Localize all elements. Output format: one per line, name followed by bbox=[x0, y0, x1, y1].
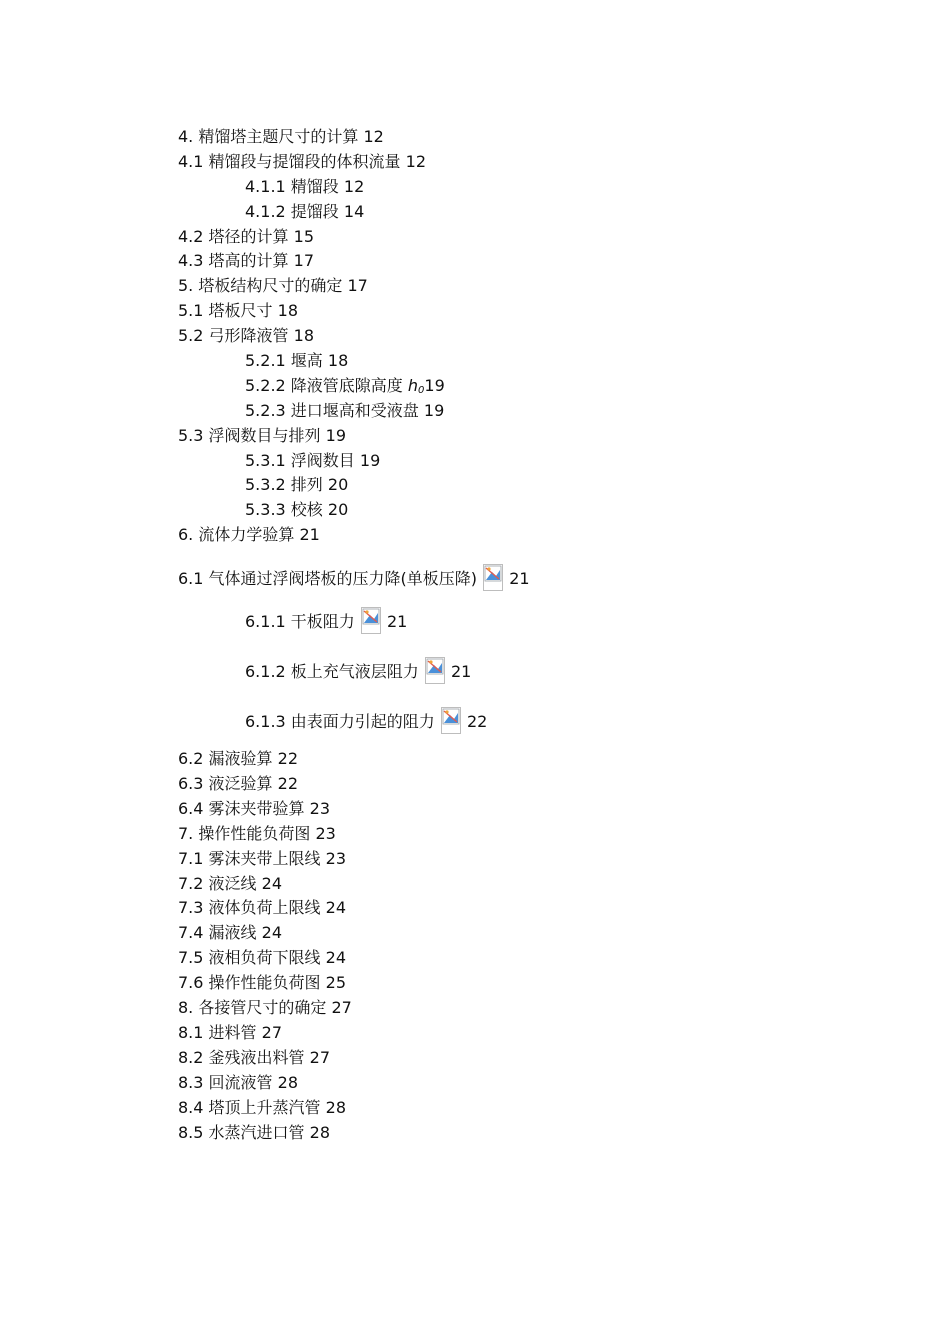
toc-entry-page-number: 22 bbox=[277, 749, 298, 769]
toc-entry[interactable] bbox=[178, 249, 878, 274]
toc-entry-title: 5.3.2 排列 bbox=[245, 475, 323, 495]
toc-entry-page-number: 18 bbox=[277, 301, 298, 321]
toc-entry-page-number: 20 bbox=[327, 475, 349, 495]
toc-entry-title: 6.1.1 干板阻力 bbox=[245, 612, 355, 632]
toc-entry[interactable] bbox=[178, 772, 878, 797]
toc-entry-page-number: 27 bbox=[261, 1022, 282, 1042]
toc-entry-title: 5.3 浮阀数目与排列 bbox=[178, 425, 321, 445]
toc-entry-title: 8.3 回流液管 bbox=[178, 1072, 273, 1092]
toc-entry-page-number: 28 bbox=[309, 1122, 330, 1142]
toc-entry-page-number: 25 bbox=[325, 973, 346, 993]
toc-entry-subscript: 0 bbox=[418, 384, 425, 396]
toc-entry[interactable] bbox=[178, 847, 878, 872]
toc-entry[interactable] bbox=[178, 498, 878, 523]
toc-entry-title: 4.3 塔高的计算 bbox=[178, 251, 289, 271]
toc-entry-page-number: 27 bbox=[309, 1047, 330, 1067]
toc-entry[interactable] bbox=[178, 449, 878, 474]
toc-entry-title: 4.1 精馏段与提馏段的体积流量 bbox=[178, 151, 401, 171]
toc-entry-page-number: 12 bbox=[405, 151, 426, 171]
toc-entry-title: 5.1 塔板尺寸 bbox=[178, 301, 273, 321]
toc-entry-page-number: 24 bbox=[325, 948, 346, 968]
toc-entry[interactable] bbox=[178, 324, 878, 349]
toc-entry-title: 5.2.1 堰高 bbox=[245, 351, 323, 371]
toc-entry-title: 7.2 液泛线 bbox=[178, 873, 257, 893]
toc-entry-page-number: 23 bbox=[315, 823, 336, 843]
broken-image-icon bbox=[483, 564, 503, 591]
toc-entry[interactable] bbox=[178, 921, 878, 946]
toc-entry-page-number: 24 bbox=[261, 923, 282, 943]
toc-entry-title: 6.1.2 板上充气液层阻力 bbox=[245, 662, 419, 682]
toc-entry-page-number: 24 bbox=[325, 898, 346, 918]
toc-entry[interactable] bbox=[178, 523, 878, 548]
table-of-contents bbox=[178, 125, 878, 1145]
toc-entry-page-number: 17 bbox=[347, 276, 368, 296]
toc-entry[interactable] bbox=[178, 797, 878, 822]
toc-entry-page-number: 22 bbox=[277, 774, 298, 794]
toc-entry-title: 6.1 气体通过浮阀塔板的压力降(单板压降) bbox=[178, 569, 478, 589]
toc-entry-title: 4.1.2 提馏段 bbox=[245, 201, 339, 221]
toc-entry-title: 6.3 液泛验算 bbox=[178, 774, 273, 794]
broken-image-icon bbox=[441, 707, 461, 734]
toc-entry[interactable] bbox=[178, 424, 878, 449]
toc-entry-page-number: 12 bbox=[343, 176, 365, 196]
toc-entry-title: 4. 精馏塔主题尺寸的计算 bbox=[178, 127, 359, 146]
toc-entry-title: 6.2 漏液验算 bbox=[178, 749, 273, 769]
toc-entry[interactable] bbox=[178, 225, 878, 250]
toc-entry[interactable] bbox=[178, 473, 878, 498]
toc-entry[interactable] bbox=[178, 896, 878, 921]
broken-image-icon bbox=[361, 607, 381, 634]
toc-entry[interactable] bbox=[178, 200, 878, 225]
toc-entry[interactable] bbox=[178, 299, 878, 324]
toc-entry-title: 8.2 釜残液出料管 bbox=[178, 1047, 305, 1067]
toc-entry-page-number: 19 bbox=[424, 375, 445, 395]
toc-entry-title: 8.4 塔顶上升蒸汽管 bbox=[178, 1097, 321, 1117]
toc-entry-page-number: 20 bbox=[327, 500, 349, 520]
toc-entry-page-number: 17 bbox=[293, 251, 314, 271]
toc-entry[interactable] bbox=[178, 1121, 878, 1146]
toc-entry-title: 4.1.1 精馏段 bbox=[245, 176, 339, 196]
toc-entry-page-number: 15 bbox=[293, 226, 314, 246]
toc-entry-title: 4.2 塔径的计算 bbox=[178, 226, 289, 246]
toc-entry-page-number: 21 bbox=[451, 662, 472, 682]
toc-entry-title: 6.1.3 由表面力引起的阻力 bbox=[245, 712, 435, 732]
toc-entry[interactable] bbox=[178, 872, 878, 897]
toc-entry-symbol: h bbox=[407, 375, 419, 395]
toc-entry-title: 7. 操作性能负荷图 bbox=[178, 823, 311, 843]
toc-entry-title: 8.1 进料管 bbox=[178, 1022, 257, 1042]
toc-entry-title: 6. 流体力学验算 bbox=[178, 525, 295, 545]
toc-entry[interactable] bbox=[178, 1071, 878, 1096]
toc-entry-title: 5.3.3 校核 bbox=[245, 500, 323, 520]
toc-entry-page-number: 23 bbox=[309, 798, 330, 818]
toc-entry[interactable] bbox=[178, 1046, 878, 1071]
toc-entry[interactable] bbox=[178, 1096, 878, 1121]
toc-entry-page-number: 21 bbox=[299, 525, 320, 545]
toc-entry-title: 5.2.2 降液管底隙高度 bbox=[245, 375, 408, 395]
toc-entry-page-number: 28 bbox=[325, 1097, 346, 1117]
toc-entry-page-number: 24 bbox=[261, 873, 282, 893]
toc-entry-page-number: 19 bbox=[325, 425, 346, 445]
toc-entry[interactable] bbox=[178, 349, 878, 374]
toc-entry-page-number: 21 bbox=[509, 569, 530, 589]
toc-entry-title: 5.3.1 浮阀数目 bbox=[245, 450, 355, 470]
toc-entry[interactable] bbox=[178, 971, 878, 996]
toc-entry[interactable] bbox=[178, 822, 878, 847]
toc-entry-title: 7.3 液体负荷上限线 bbox=[178, 898, 321, 918]
toc-entry-title: 5.2 弓形降液管 bbox=[178, 326, 289, 346]
toc-entry-title: 7.6 操作性能负荷图 bbox=[178, 973, 321, 993]
toc-entry-title: 5.2.3 进口堰高和受液盘 bbox=[245, 400, 419, 420]
toc-entry-title: 6.4 雾沫夹带验算 bbox=[178, 798, 305, 818]
toc-entry-title: 8. 各接管尺寸的确定 bbox=[178, 998, 327, 1018]
toc-entry[interactable] bbox=[178, 1021, 878, 1046]
toc-entry-page-number: 22 bbox=[467, 712, 488, 732]
toc-entry-page-number: 21 bbox=[387, 612, 408, 632]
toc-entry-title: 8.5 水蒸汽进口管 bbox=[178, 1122, 305, 1142]
broken-image-icon bbox=[425, 657, 445, 684]
toc-entry[interactable] bbox=[178, 150, 878, 175]
toc-entry[interactable] bbox=[178, 697, 878, 747]
toc-entry-page-number: 19 bbox=[359, 450, 381, 470]
toc-entry-title: 7.4 漏液线 bbox=[178, 923, 257, 943]
toc-entry-page-number: 19 bbox=[423, 400, 445, 420]
toc-entry[interactable] bbox=[178, 125, 878, 150]
toc-entry[interactable] bbox=[178, 597, 878, 647]
toc-entry[interactable] bbox=[178, 399, 878, 424]
toc-entry-page-number: 27 bbox=[331, 998, 352, 1018]
toc-entry-title: 7.1 雾沫夹带上限线 bbox=[178, 848, 321, 868]
toc-entry-page-number: 18 bbox=[327, 351, 349, 371]
toc-entry[interactable] bbox=[178, 946, 878, 971]
toc-entry[interactable] bbox=[178, 996, 878, 1021]
toc-entry-page-number: 14 bbox=[343, 201, 365, 221]
toc-entry[interactable] bbox=[178, 560, 878, 597]
toc-entry-page-number: 23 bbox=[325, 848, 346, 868]
toc-entry-page-number: 28 bbox=[277, 1072, 298, 1092]
toc-entry[interactable] bbox=[178, 274, 878, 299]
toc-entry[interactable] bbox=[178, 374, 878, 399]
toc-entry-title: 5. 塔板结构尺寸的确定 bbox=[178, 276, 343, 296]
toc-entry-page-number: 18 bbox=[293, 326, 314, 346]
toc-entry-title: 7.5 液相负荷下限线 bbox=[178, 948, 321, 968]
toc-entry[interactable] bbox=[178, 647, 878, 697]
toc-entry[interactable] bbox=[178, 175, 878, 200]
toc-entry-page-number: 12 bbox=[363, 127, 384, 146]
toc-entry[interactable] bbox=[178, 747, 878, 772]
